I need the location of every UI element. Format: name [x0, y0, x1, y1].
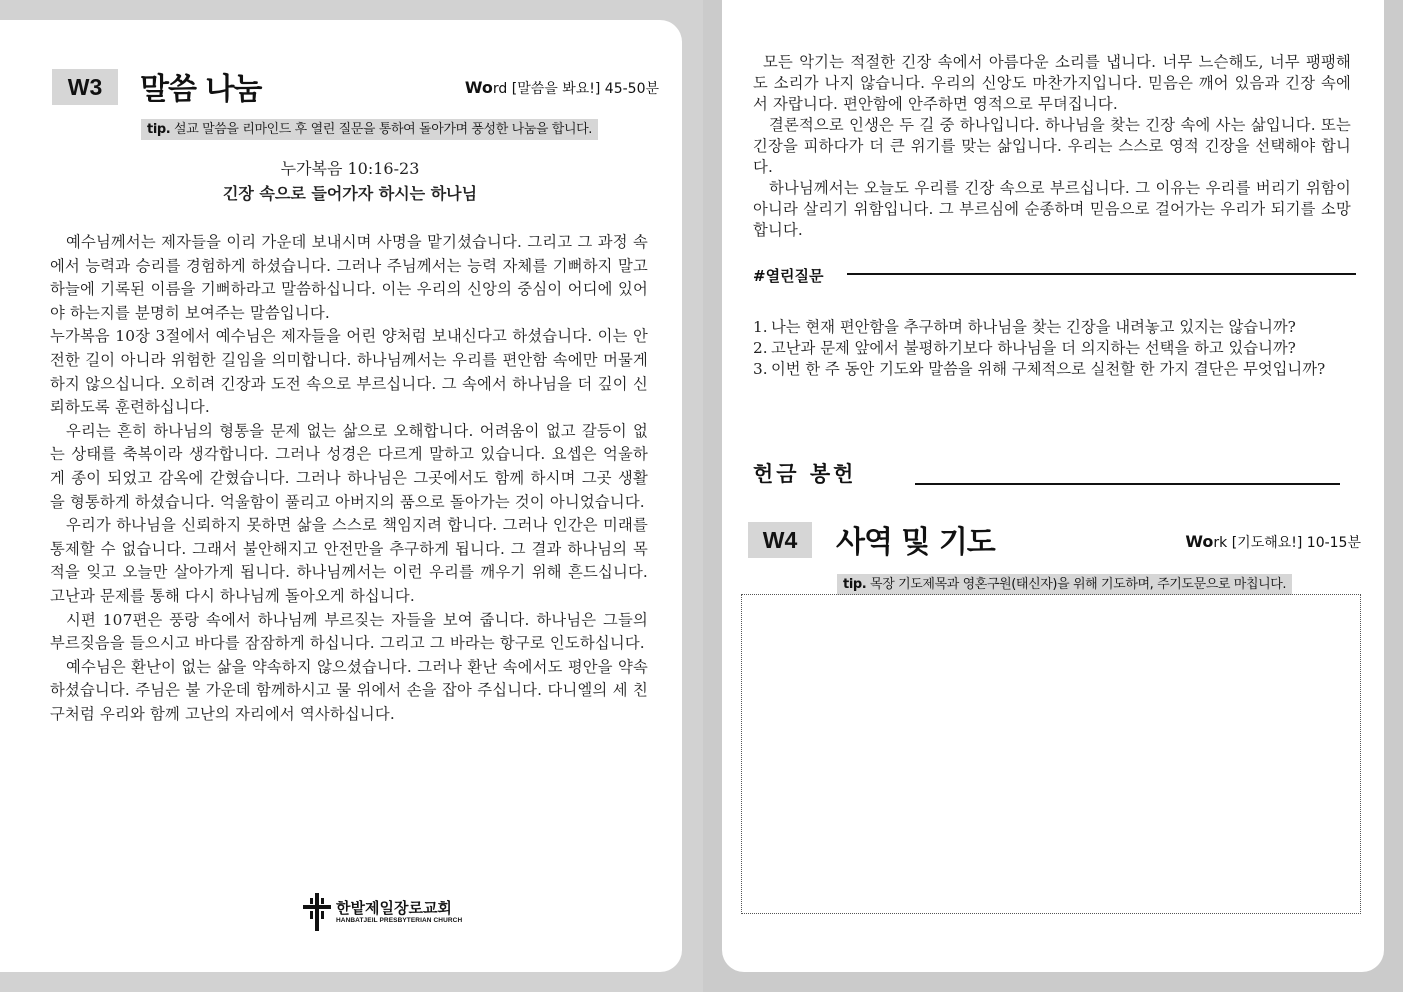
section-title-ministry-prayer: 사역 및 기도: [836, 525, 995, 560]
sermon-paragraph: 예수님께서는 제자들을 이리 가운데 보내시며 사명을 맡기셨습니다. 그리고 그 과정 속에서 능력과 승리를 경험하게 하셨습니다. 그러나 주님께서는 능력 자체를 기뻐하지 말고 하늘에 기록된 이름을 기뻐하라고 말씀하십니다. 이는 우리의 신앙의 중심이 어디에 있어야 하는지를 분명히 보여주는 말씀입니다.: [50, 233, 648, 322]
question-item: [753, 338, 1331, 359]
section-badge-w4: W4: [748, 522, 812, 558]
sermon-paragraph: 누가복음 10장 3절에서 예수님은 제자들을 어린 양처럼 보내신다고 하셨습니다. 이는 안전한 길이 아니라 위험한 길임을 의미합니다. 하나님께서는 우리를 편안함 속에만 머물게 하지 않으십니다. 오히려 긴장과 도전 속으로 부르십니다. 그 속에서 하나님을 더 깊이 신뢰하도록 훈련하십니다.: [50, 327, 648, 417]
open-questions-rule: [847, 273, 1356, 275]
question-number: 3.: [753, 360, 768, 378]
church-name-english: HANBATJEIL PRESBYTERIAN CHURCH: [336, 917, 463, 924]
work-label-strong: Wo: [1185, 532, 1214, 551]
sermon-body-continued: [753, 52, 1351, 241]
prayer-notes-box[interactable]: [741, 594, 1361, 914]
question-text: 이번 한 주 동안 기도와 말씀을 위해 구체적으로 실천할 한 가지 결단은 무엇입니까?: [771, 360, 1326, 378]
sermon-paragraph: 시편 107편은 풍랑 속에서 하나님께 부르짖는 자들을 보여 줍니다. 하나님은 그들의 부르짖음을 들으시고 바다를 잠잠하게 하십니다. 그리고 그 바라는 항구로 인도하십니다.: [50, 610, 648, 653]
sermon-paragraph: 하나님께서는 오늘도 우리를 긴장 속으로 부르십니다. 그 이유는 우리를 버리기 위함이 아니라 살리기 위함입니다. 그 부르심에 순종하며 믿음으로 걸어가는 우리가 되기를 소망합니다.: [753, 179, 1351, 239]
question-item: [753, 317, 1331, 338]
question-text: 나는 현재 편안함을 추구하며 하나님을 찾는 긴장을 내려놓고 있지는 않습니까?: [771, 318, 1296, 336]
question-number: 2.: [753, 339, 768, 357]
sermon-body: [50, 231, 648, 726]
tip-w4: [837, 574, 1292, 595]
question-text: 고난과 문제 앞에서 불평하기보다 하나님을 더 의지하는 선택을 하고 있습니까?: [771, 339, 1296, 357]
section-badge-w3: W3: [52, 69, 118, 105]
sermon-paragraph: 모든 악기는 적절한 긴장 속에서 아름다운 소리를 냅니다. 너무 느슨해도, 너무 팽팽해도 소리가 나지 않습니다. 우리의 신앙도 마찬가지입니다. 믿음은 깨어 있음과 긴장 속에서 자랍니다. 편안함에 안주하면 영적으로 무뎌집니다.: [753, 53, 1351, 113]
section-title-word-sharing: 말씀 나눔: [140, 72, 262, 107]
church-cross-icon: [302, 893, 332, 931]
offering-rule: [915, 483, 1340, 485]
tip-text: 목장 기도제목과 영혼구원(태신자)을 위해 기도하며, 주기도문으로 마칩니다.: [866, 577, 1287, 592]
sermon-paragraph: 우리가 하나님을 신뢰하지 못하면 삶을 스스로 책임지려 합니다. 그러나 인간은 미래를 통제할 수 없습니다. 그래서 불안해지고 안전만을 추구하게 됩니다. 그 결과 하나님의 목적을 잊고 오늘만 살아가게 됩니다. 하나님께서는 이런 우리를 깨우기 위해 흔드십니다. 고난과 문제를 통해 다시 하나님께 돌아오게 하십니다.: [50, 516, 648, 605]
word-time-label: [465, 78, 659, 98]
scripture-reference: 누가복음 10:16-23: [280, 159, 420, 178]
open-questions-list: [753, 317, 1331, 380]
sermon-paragraph: 예수님은 환난이 없는 삶을 약속하지 않으셨습니다. 그러나 환난 속에서도 평안을 약속하셨습니다. 주님은 불 가운데 함께하시고 물 위에서 손을 잡아 주십니다. 다니엘의 세 친구처럼 우리와 함께 고난의 자리에서 역사하십니다.: [50, 657, 648, 723]
sermon-title: 긴장 속으로 들어가자 하시는 하나님: [222, 184, 478, 203]
tip-w3: [141, 119, 598, 140]
church-name: 한밭제일장로교회: [336, 899, 452, 917]
tip-label: tip.: [843, 577, 867, 592]
sermon-paragraph: 우리는 흔히 하나님의 형통을 문제 없는 삶으로 오해합니다. 어려움이 없고 갈등이 없는 상태를 축복이라 생각합니다. 그러나 성경은 다르게 말하고 있습니다. 요셉은 억울하게 종이 되었고 감옥에 갇혔습니다. 그러나 하나님은 그곳에서도 함께 하시며 그곳 생활을 형통하게 하셨습니다. 억울함이 풀리고 아버지의 품으로 돌아가는 것이 아니었습니다.: [50, 421, 648, 511]
question-number: 1.: [753, 318, 768, 336]
work-label-rest: rk [기도해요!] 10-15분: [1213, 535, 1361, 551]
question-item: [753, 359, 1331, 380]
open-questions-heading: #열린질문: [753, 267, 824, 285]
church-logo: [302, 893, 477, 931]
tip-text: 설교 말씀을 리마인드 후 열린 질문을 통하여 돌아가며 풍성한 나눔을 합니다.: [170, 122, 593, 137]
word-label-rest: rd [말씀을 봐요!] 45-50분: [492, 81, 659, 97]
word-label-strong: Wo: [464, 78, 493, 97]
tip-label: tip.: [147, 122, 171, 137]
work-time-label: [1185, 532, 1361, 552]
sermon-paragraph: 결론적으로 인생은 두 길 중 하나입니다. 하나님을 찾는 긴장 속에 사는 삶입니다. 또는 긴장을 피하다가 더 큰 위기를 맞는 삶입니다. 우리는 스스로 영적 긴장을 선택해야 합니다.: [753, 116, 1351, 176]
offering-heading: 헌금 봉헌: [753, 461, 857, 486]
